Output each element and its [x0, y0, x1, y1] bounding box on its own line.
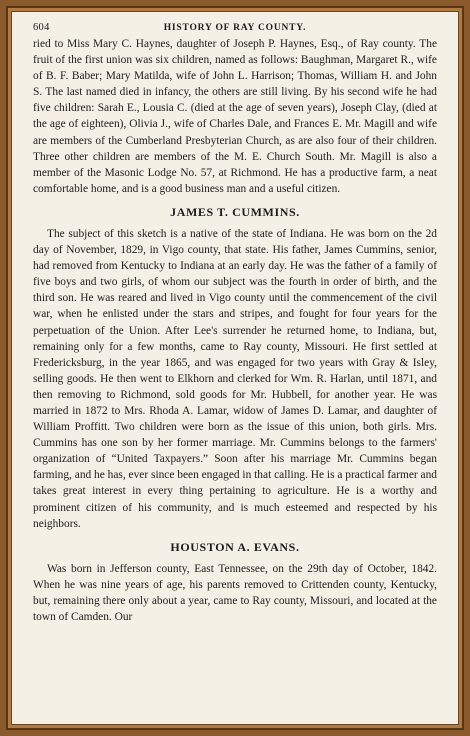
continued-paragraph: ried to Miss Mary C. Haynes, daughter of Joseph P. Haynes, Esq., of Ray county. The fruit of the first union was six children, named as follows: Baughman, Margaret R., wife of B. F. Baber; Mary Matilda, wife of John L. Harrison; Thomas, William H. and John S. The last named died in infancy, the others are still living. By his second wife he had five children: Sarah E., Lousia C. (died at the age of seven years), Joseph Clay, (died at the age of eighteen), Olivia J., wife of Charles Dale, and Frances E. Mr. Magill and wife are members of the Cumberland Presbyterian Church, as are also four of their children. Three other children are members of the M. E. Church South. Mr. Magill is also a member of the Masonic Lodge No. 57, at Richmond. He has a productive farm, a neat comfortable home, and is a good business man and a useful citizen.	[33, 38, 437, 195]
paragraph-cummins: The subject of this sketch is a native of the state of Indiana. He was born on the 2d day of November, 1829, in Vigo county, that state. His father, James Cummins, senior, had removed from Kentucky to Indiana at an early day. He was the father of a family of five boys and two girls, of whom our subject was the fourth in order of birth, and the third son. He was reared and lived in Vigo county until the commencement of the civil war, when he enlisted under the stars and stripes, and fought for four years for the perpetuation of the Union. After Lee's surrender he returned home, to Indiana, but, remaining only for a few months, came to Ray county, Missouri. He first settled at Fredericksburg, in the year 1865, and was engaged for two years with Gray & Isley, selling goods. He then went to Elkhorn and clerked for Wm. R. Harlan, until 1871, and then removing to Richmond, sold goods for Mr. Hubbell, for another year. He was married in 1872 to Mrs. Rhoda A. Lamar, widow of James D. Lamar, and daughter of William Proffitt. Two children were born as the issue of this union, both girls. Mrs. Cummins has one son by her former marriage. Mr. Cummins belongs to the farmers' organization of “United Taxpayers.” Soon after his marriage Mr. Cummins began farming, and he has, ever since been engaged in that calling. He is a practical farmer and takes great interest in every thing pertaining to agriculture. He is a worthy and prominent citizen of his community, and is much esteemed and respected by his neighbors.	[33, 227, 437, 530]
page-number: 604	[33, 22, 50, 33]
page-header	[33, 22, 437, 33]
running-title: HISTORY OF RAY COUNTY.	[163, 23, 307, 33]
section-heading-cummins: JAMES T. CUMMINS.	[170, 204, 300, 219]
book-page	[11, 11, 459, 725]
frame-mat	[6, 6, 464, 730]
section-heading-evans: HOUSTON A. EVANS.	[170, 539, 300, 554]
paragraph-evans: Was born in Jefferson county, East Tennessee, on the 29th day of October, 1842. When he was nine years of age, his parents removed to Crittenden county, Kentucky, but, remaining there only about a year, came to Ray county, Missouri, and located at the town of Camden. Our	[33, 562, 437, 623]
